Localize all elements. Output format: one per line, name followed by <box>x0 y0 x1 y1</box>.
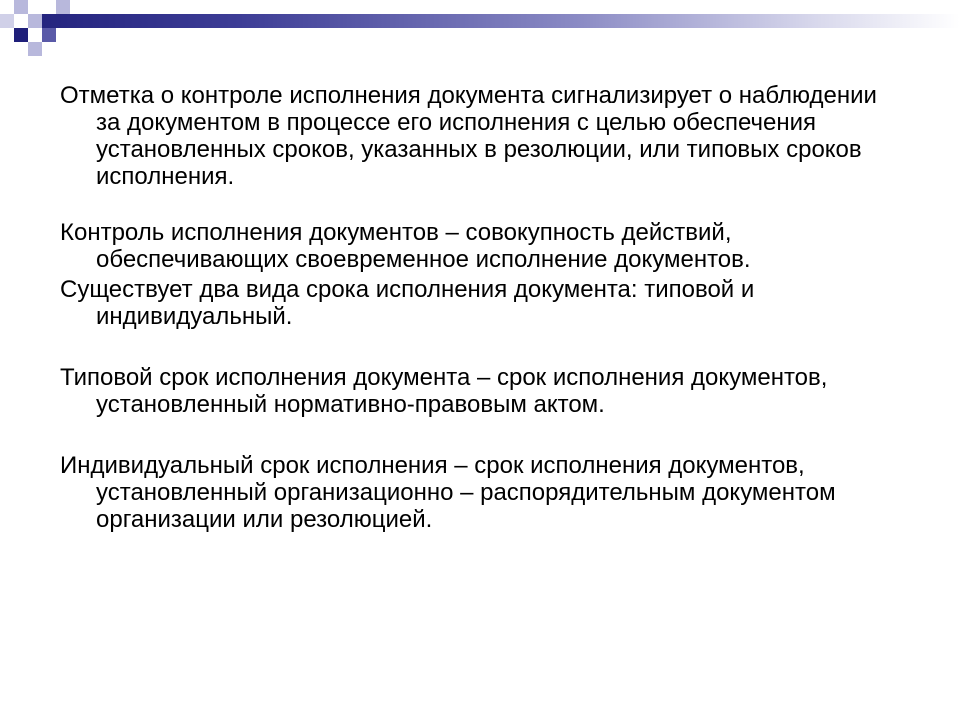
decor-square <box>56 0 70 14</box>
decor-square <box>14 14 28 28</box>
decor-square <box>14 28 28 42</box>
paragraph-term-types: Существует два вида срока исполнения документа: типовой и индивидуальный. <box>60 276 755 330</box>
decor-square <box>14 0 28 14</box>
decor-square <box>28 28 42 42</box>
paragraph-control-definition: Контроль исполнения документов – совокупность действий, обеспечивающих своевременное исполнение документов. <box>60 219 751 273</box>
slide-body <box>60 82 900 533</box>
decor-square <box>28 42 42 56</box>
decor-square <box>28 14 42 28</box>
decor-square <box>0 14 14 28</box>
paragraph-individual-term: Индивидуальный срок исполнения – срок исполнения документов, установленный организационно – распорядительным документом организации или резолюцией. <box>60 452 836 533</box>
decor-square <box>42 28 56 42</box>
decor-square <box>42 0 56 14</box>
paragraph-standard-term: Типовой срок исполнения документа – срок исполнения документов, установленный нормативно-правовым актом. <box>60 364 828 418</box>
header-gradient-bar <box>0 14 960 28</box>
paragraph-control-mark: Отметка о контроле исполнения документа сигнализирует о наблюдении за документом в процессе его исполнения с целью обеспечения установленных сроков, указанных в резолюции, или типовых сроков исполнения. <box>60 82 877 190</box>
